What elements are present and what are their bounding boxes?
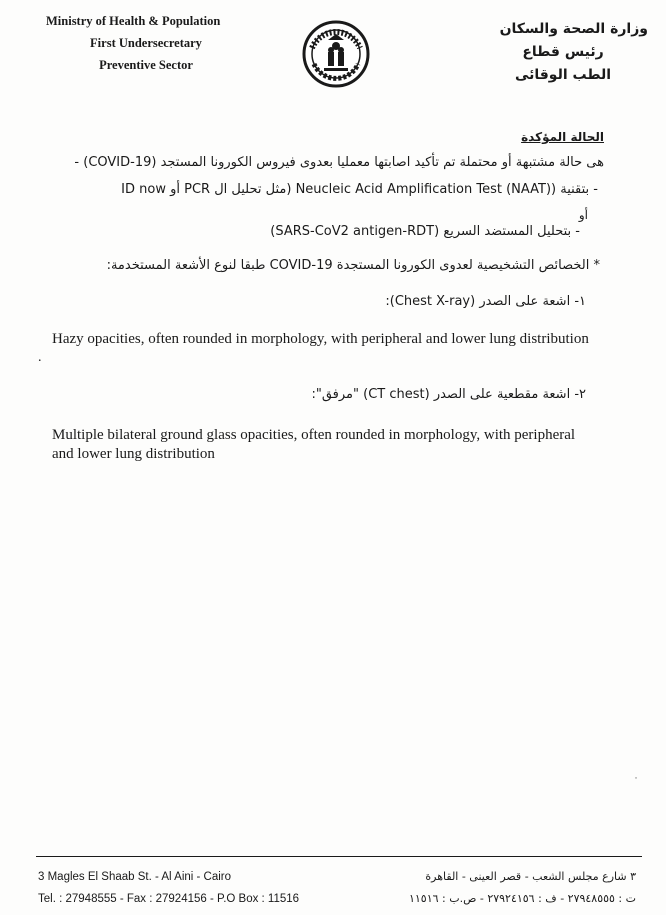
contact-ar: ت : ٢٧٩٤٨٥٥٥ - ف : ٢٧٩٢٤١٥٦ - ص.ب : ١١٥١٦ [408,892,636,905]
sector-en: Preventive Sector [99,58,193,72]
sector-ar: الطب الوقائى [514,67,612,83]
naat-test-line: - بتقنية (Neucleic Acid Amplification Test (NAAT) (مثل تحليل ال PCR أو ID now [121,182,598,197]
confirmed-case-heading: الحالة المؤكدة [521,130,604,144]
footer-arabic [409,866,636,910]
definition-line: هى حالة مشتبهة أو محتملة تم تأكيد اصابتها معمليا بعدوى فيروس الكورونا المستجد (COVID-19) - [74,155,604,170]
address-en: 3 Magles El Shaab St. - Al Aini - Cairo [38,871,232,883]
ct-chest-heading: ٢- اشعة مقطعية على الصدر (CT chest) "مرفق": [311,387,586,402]
header-english [46,10,246,76]
ct-chest-description: Multiple bilateral ground glass opacities, often rounded in morphology, with peripheral and lower lung distribution [52,427,576,462]
footer-english [38,866,299,910]
ministry-name-ar: وزارة الصحة والسكان [499,21,648,37]
diagnostic-features-line: * الخصائص التشخيصية لعدوى الكورونا المستجدة COVID-19 طبقا لنوع الأشعة المستخدمة: [106,258,600,273]
contact-en: Tel. : 27948555 - Fax : 27924156 - P.O Box : 11516 [38,893,300,905]
or-line: أو [578,208,588,222]
undersecretary-ar: رئيس قطاع [522,44,604,60]
margin-dot: . [38,350,42,365]
ministry-name-en: Ministry of Health & Population [46,14,221,28]
chest-xray-heading: ١- اشعة على الصدر (Chest X-ray): [385,294,586,309]
chest-xray-description: Hazy opacities, often rounded in morphology, with peripheral and lower lung distribution [52,331,589,347]
header-arabic [478,18,648,87]
undersecretary-en: First Undersecretary [90,36,202,50]
ministry-emblem-logo [302,20,370,88]
margin-mark: ˙ [634,774,638,788]
address-ar: ٣ شارع مجلس الشعب - قصر العينى - القاهرة [425,870,636,883]
antigen-test-line: - بتحليل المستضد السريع (SARS-CoV2 antigen-RDT) [270,224,580,239]
footer-divider [36,856,642,857]
